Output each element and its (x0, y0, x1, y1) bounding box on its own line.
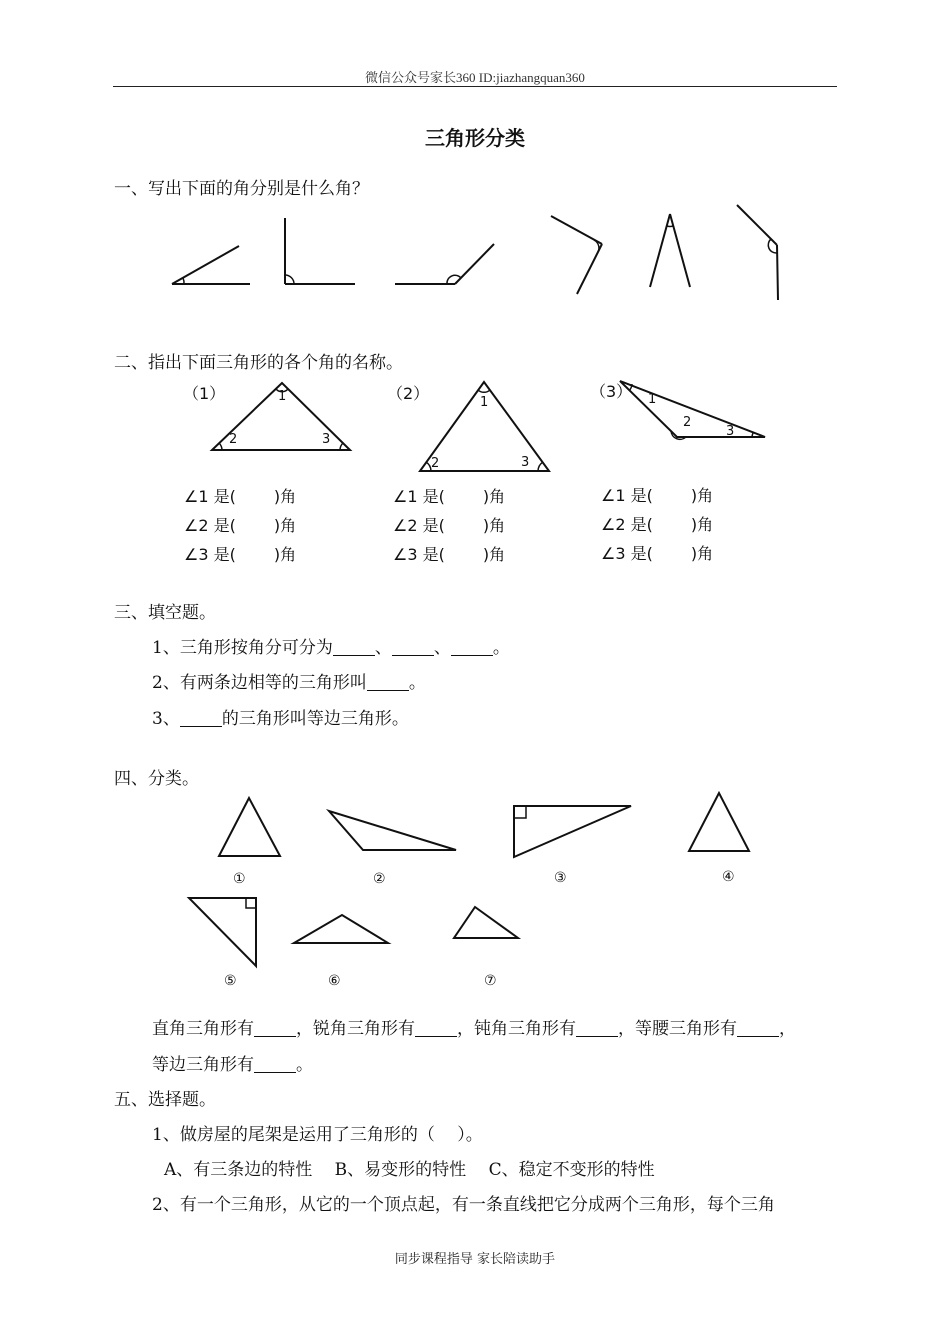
answer-blank[interactable] (333, 638, 375, 656)
section-5-heading: 五、选择题。 (114, 1090, 216, 1110)
angle-figure-obtuse-3 (737, 205, 778, 300)
separator: 、 (433, 638, 451, 658)
fill-question-1 (152, 633, 510, 658)
triangle-number-1: ① (233, 871, 246, 887)
t1-angle-3-label: 3 (322, 432, 331, 447)
row-suffix: )角 (690, 486, 714, 505)
triangle-number-6: ⑥ (328, 973, 341, 989)
answer-blank[interactable] (254, 1055, 296, 1073)
row-suffix: )角 (482, 487, 506, 506)
row-suffix: )角 (273, 487, 297, 506)
t2-angle-2-label: 2 (431, 456, 440, 471)
label-acute: ，锐角三角形有 (296, 1019, 415, 1039)
label-obtuse: ，钝角三角形有 (457, 1019, 576, 1039)
t3-row-3 (601, 541, 713, 564)
t1-row-2 (184, 513, 296, 536)
row-suffix: )角 (273, 516, 297, 535)
separator: 、 (374, 638, 392, 658)
angle-figure-obtuse-1 (395, 244, 494, 284)
row-prefix: ∠3 是( (184, 545, 236, 564)
label-isosceles: ，等腰三角形有 (618, 1019, 737, 1039)
answer-blank[interactable] (415, 1019, 457, 1037)
answer-blank[interactable] (180, 709, 222, 727)
row-prefix: ∠2 是( (601, 515, 653, 534)
row-prefix: ∠2 是( (393, 516, 445, 535)
t3-angle-2-label: 2 (683, 415, 692, 430)
angle-figure-right (285, 218, 355, 284)
comma: ， (779, 1019, 796, 1039)
answer-blank[interactable] (451, 638, 493, 656)
t1-angle-1-label: 1 (278, 389, 287, 404)
classify-triangle-3 (514, 806, 631, 857)
classify-triangle-6 (294, 915, 388, 943)
page-title: 三角形分类 (425, 126, 525, 150)
row-prefix: ∠3 是( (601, 544, 653, 563)
row-prefix: ∠1 是( (601, 486, 653, 505)
triangle-2-number: （2） (387, 384, 430, 403)
fill-question-3 (152, 704, 409, 729)
labeled-triangle-3 (620, 381, 765, 439)
classify-answer-line-1 (152, 1014, 796, 1039)
angle-figure-acute-1 (172, 246, 250, 284)
row-prefix: ∠3 是( (393, 545, 445, 564)
t1-row-1 (184, 484, 296, 507)
answer-blank[interactable] (367, 673, 409, 691)
label-equilateral: 等边三角形有 (152, 1055, 254, 1075)
section-1-heading: 一、写出下面的角分别是什么角？ (114, 179, 369, 199)
triangle-number-5: ⑤ (224, 973, 237, 989)
label-right: 直角三角形有 (152, 1019, 254, 1039)
classify-triangle-2 (329, 811, 456, 850)
question-text: 的三角形叫等边三角形。 (221, 709, 409, 729)
row-suffix: )角 (690, 515, 714, 534)
section-2-heading: 二、指出下面三角形的各个角的名称。 (114, 353, 403, 373)
t3-angle-1-label: 1 (648, 392, 657, 407)
answer-blank[interactable] (576, 1019, 618, 1037)
triangle-number-4: ④ (722, 869, 735, 885)
t2-row-3 (393, 542, 505, 565)
period: 。 (408, 673, 426, 693)
triangle-number-7: ⑦ (484, 973, 497, 989)
t2-row-1 (393, 484, 505, 507)
angle-figure-obtuse-2 (551, 216, 602, 294)
classify-triangle-4 (689, 793, 749, 851)
classify-answer-line-2 (152, 1050, 313, 1075)
row-suffix: )角 (273, 545, 297, 564)
triangle-number-2: ② (373, 871, 386, 887)
choice-question-1: 1、做房屋的尾架是运用了三角形的（ ）。 (152, 1125, 483, 1145)
answer-blank[interactable] (392, 638, 434, 656)
choice-question-2: 2、有一个三角形，从它的一个顶点起，有一条直线把它分成两个三角形，每个三角 (152, 1195, 775, 1215)
t1-row-3 (184, 542, 296, 565)
t2-row-2 (393, 513, 505, 536)
row-suffix: )角 (690, 544, 714, 563)
period: 。 (492, 638, 510, 658)
choice-question-1-options: A、有三条边的特性 B、易变形的特性 C、稳定不变形的特性 (164, 1160, 655, 1180)
triangle-3-number: （3） (590, 382, 633, 401)
row-prefix: ∠1 是( (393, 487, 445, 506)
page-header: 微信公众号家长360 ID:jiazhangquan360 (365, 70, 585, 85)
fill-question-2 (152, 668, 426, 693)
angle-figure-acute-2 (650, 214, 690, 287)
t3-row-2 (601, 512, 713, 535)
question-text: 2、有两条边相等的三角形叫 (152, 673, 367, 693)
row-prefix: ∠2 是( (184, 516, 236, 535)
triangle-1-number: （1） (183, 384, 226, 403)
question-number: 3、 (152, 709, 180, 729)
question-text: 1、三角形按角分可分为 (152, 638, 333, 658)
period: 。 (296, 1055, 313, 1075)
t1-angle-2-label: 2 (229, 432, 238, 447)
t2-angle-3-label: 3 (521, 455, 530, 470)
page-footer: 同步课程指导 家长陪读助手 (394, 1252, 556, 1267)
classify-triangle-5 (189, 898, 256, 966)
answer-blank[interactable] (737, 1019, 779, 1037)
t2-angle-1-label: 1 (480, 395, 489, 410)
t3-row-1 (601, 483, 713, 506)
classify-triangle-7 (454, 907, 518, 938)
section-3-heading: 三、填空题。 (114, 603, 216, 623)
classify-triangle-1 (219, 798, 280, 856)
triangle-number-3: ③ (554, 870, 567, 886)
row-suffix: )角 (482, 516, 506, 535)
section-4-heading: 四、分类。 (114, 769, 199, 789)
row-suffix: )角 (482, 545, 506, 564)
answer-blank[interactable] (254, 1019, 296, 1037)
row-prefix: ∠1 是( (184, 487, 236, 506)
t3-angle-3-label: 3 (726, 424, 735, 439)
